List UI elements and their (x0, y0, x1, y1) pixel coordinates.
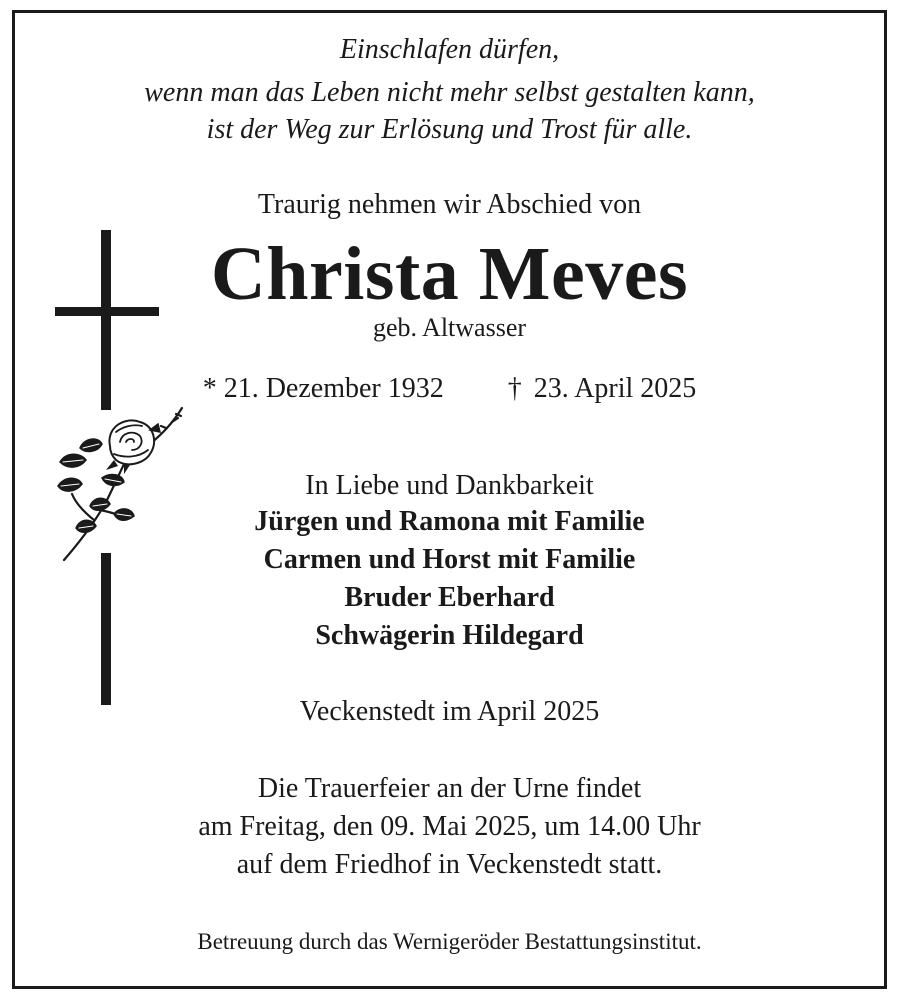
farewell-intro: Traurig nehmen wir Abschied von (257, 189, 642, 220)
service-line-1: Die Trauerfeier an der Urne findet (257, 773, 642, 804)
mourner-name: Schwägerin Hildegard (315, 620, 584, 651)
service-line-3: auf dem Friedhof in Veckenstedt statt. (236, 849, 663, 880)
maiden-name: geb. Altwasser (372, 313, 527, 342)
funeral-home-credit: Betreuung durch das Wernigeröder Bestattungsinstitut. (197, 929, 702, 954)
service-line-2: am Freitag, den 09. Mai 2025, um 14.00 Uhr (198, 811, 701, 842)
place-date: Veckenstedt im April 2025 (299, 696, 600, 727)
mourners-intro: In Liebe und Dankbarkeit (305, 470, 594, 501)
poem-line-1: Einschlafen dürfen, (339, 34, 560, 65)
deceased-name: Christa Meves (210, 232, 689, 316)
mourner-name: Bruder Eberhard (344, 582, 555, 613)
mourner-name: Jürgen und Ramona mit Familie (254, 506, 645, 537)
life-dates (0, 375, 899, 403)
death-date: 23. April 2025 (533, 373, 697, 404)
birth-date: 21. Dezember 1932 (223, 373, 444, 404)
poem-line-3: ist der Weg zur Erlösung und Trost für alle. (206, 114, 693, 145)
death-symbol: † (507, 373, 522, 404)
mourner-name: Carmen und Horst mit Familie (263, 544, 636, 575)
poem-line-2: wenn man das Leben nicht mehr selbst gestalten kann, (144, 77, 755, 108)
birth-symbol: * (202, 373, 217, 404)
